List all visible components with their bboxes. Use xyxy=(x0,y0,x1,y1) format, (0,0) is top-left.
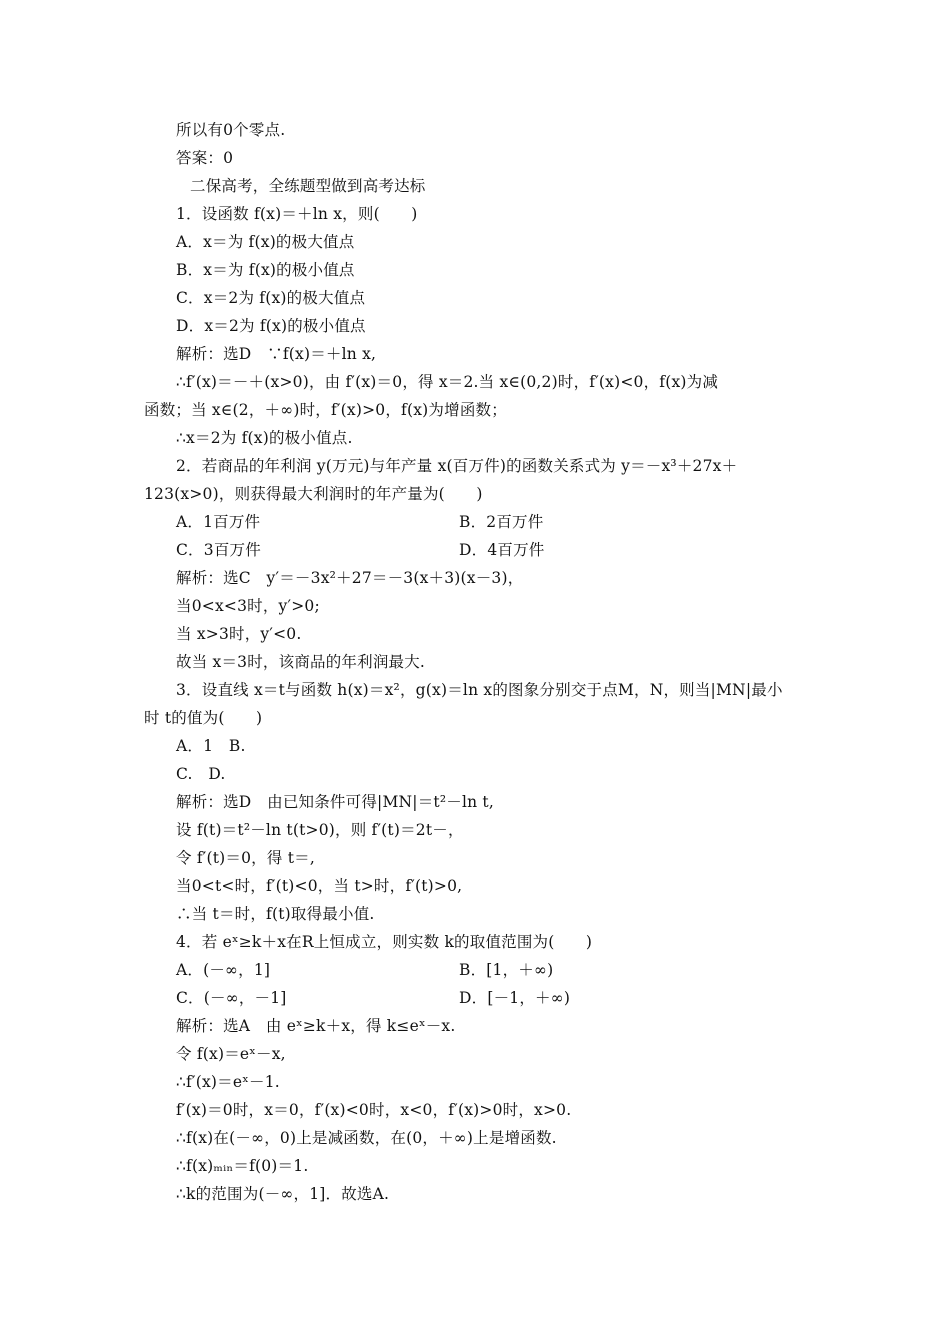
solution-line: f′(x)＝0时，x＝0，f′(x)<0时，x<0，f′(x)>0时，x>0. xyxy=(176,1101,572,1119)
solution-line: 函数；当 x∈(2，＋∞)时，f′(x)>0，f(x)为增函数； xyxy=(144,401,507,419)
solution-line: 当0<t<时，f′(t)<0，当 t>时，f′(t)>0, xyxy=(176,877,463,895)
question-2-cont: 123(x>0)，则获得最大利润时的年产量为( ) xyxy=(144,485,483,503)
text-line: 所以有0个零点. xyxy=(176,121,286,139)
answer-line: 答案：0 xyxy=(176,149,234,167)
solution-line: 设 f(t)＝t²－ln t(t>0)，则 f′(t)＝2t－， xyxy=(176,821,464,839)
solution-line: 解析：选D ∵f(x)＝＋ln x, xyxy=(176,345,377,363)
question-3: 3．设直线 x＝t与函数 h(x)＝x²，g(x)＝ln x的图象分别交于点M，N，则当|MN|最小 xyxy=(176,681,783,699)
solution-line: ∴x＝2为 f(x)的极小值点. xyxy=(176,429,353,447)
solution-line: 解析：选D 由已知条件可得|MN|＝t²－ln t, xyxy=(176,793,494,811)
solution-line: 当 x>3时，y′<0. xyxy=(176,625,302,643)
solution-line: ∴f′(x)＝eˣ－1. xyxy=(176,1073,280,1091)
option-c: C．3百万件 xyxy=(176,541,261,559)
solution-line: 令 f(x)＝eˣ－x, xyxy=(176,1045,286,1063)
section-heading: 二保高考，全练题型做到高考达标 xyxy=(190,177,426,195)
question-4: 4．若 eˣ≥k＋x在R上恒成立，则实数 k的取值范围为( ) xyxy=(176,933,593,951)
option-c: C．(－∞，－1] xyxy=(176,989,287,1007)
solution-line: 令 f′(t)＝0，得 t＝, xyxy=(176,849,315,867)
option-b: B．x＝为 f(x)的极小值点 xyxy=(176,261,355,279)
solution-line: 故当 x＝3时，该商品的年利润最大. xyxy=(176,653,426,671)
question-3-cont: 时 t的值为( ) xyxy=(144,709,263,727)
option-d: D．x＝2为 f(x)的极小值点 xyxy=(176,317,366,335)
option-a: A．(－∞，1] xyxy=(176,961,271,979)
option-d: D．4百万件 xyxy=(459,541,545,559)
question-2: 2．若商品的年利润 y(万元)与年产量 x(百万件)的函数关系式为 y＝－x³＋27x＋ xyxy=(176,457,738,475)
option-a: A．x＝为 f(x)的极大值点 xyxy=(176,233,355,251)
option-a: A．1百万件 xyxy=(176,513,261,531)
option-c: C．x＝2为 f(x)的极大值点 xyxy=(176,289,366,307)
option-d: D．[－1，＋∞) xyxy=(459,989,571,1007)
option-b: B．[1，＋∞) xyxy=(459,961,554,979)
question-1: 1．设函数 f(x)＝＋ln x，则( ) xyxy=(176,205,418,223)
solution-line: 当0<x<3时，y′>0; xyxy=(176,597,320,615)
options-ab: A．1 B. xyxy=(176,737,246,755)
solution-line: 解析：选A 由 eˣ≥k＋x，得 k≤eˣ－x. xyxy=(176,1017,456,1035)
solution-line: ∴k的范围为(－∞，1]．故选A. xyxy=(176,1185,390,1203)
options-cd: C. D. xyxy=(176,765,226,783)
solution-line: 解析：选C y′＝－3x²＋27＝－3(x＋3)(x－3)， xyxy=(176,569,524,587)
solution-line: ∴f(x)ₘᵢₙ＝f(0)＝1. xyxy=(176,1157,309,1175)
solution-line: ∴当 t＝时，f(t)取得最小值. xyxy=(176,905,375,923)
solution-line: ∴f′(x)＝－＋(x>0)，由 f′(x)＝0，得 x＝2.当 x∈(0,2)时，f′(x)<0，f(x)为减 xyxy=(176,373,719,391)
solution-line: ∴f(x)在(－∞，0)上是减函数，在(0，＋∞)上是增函数. xyxy=(176,1129,557,1147)
option-b: B．2百万件 xyxy=(459,513,544,531)
